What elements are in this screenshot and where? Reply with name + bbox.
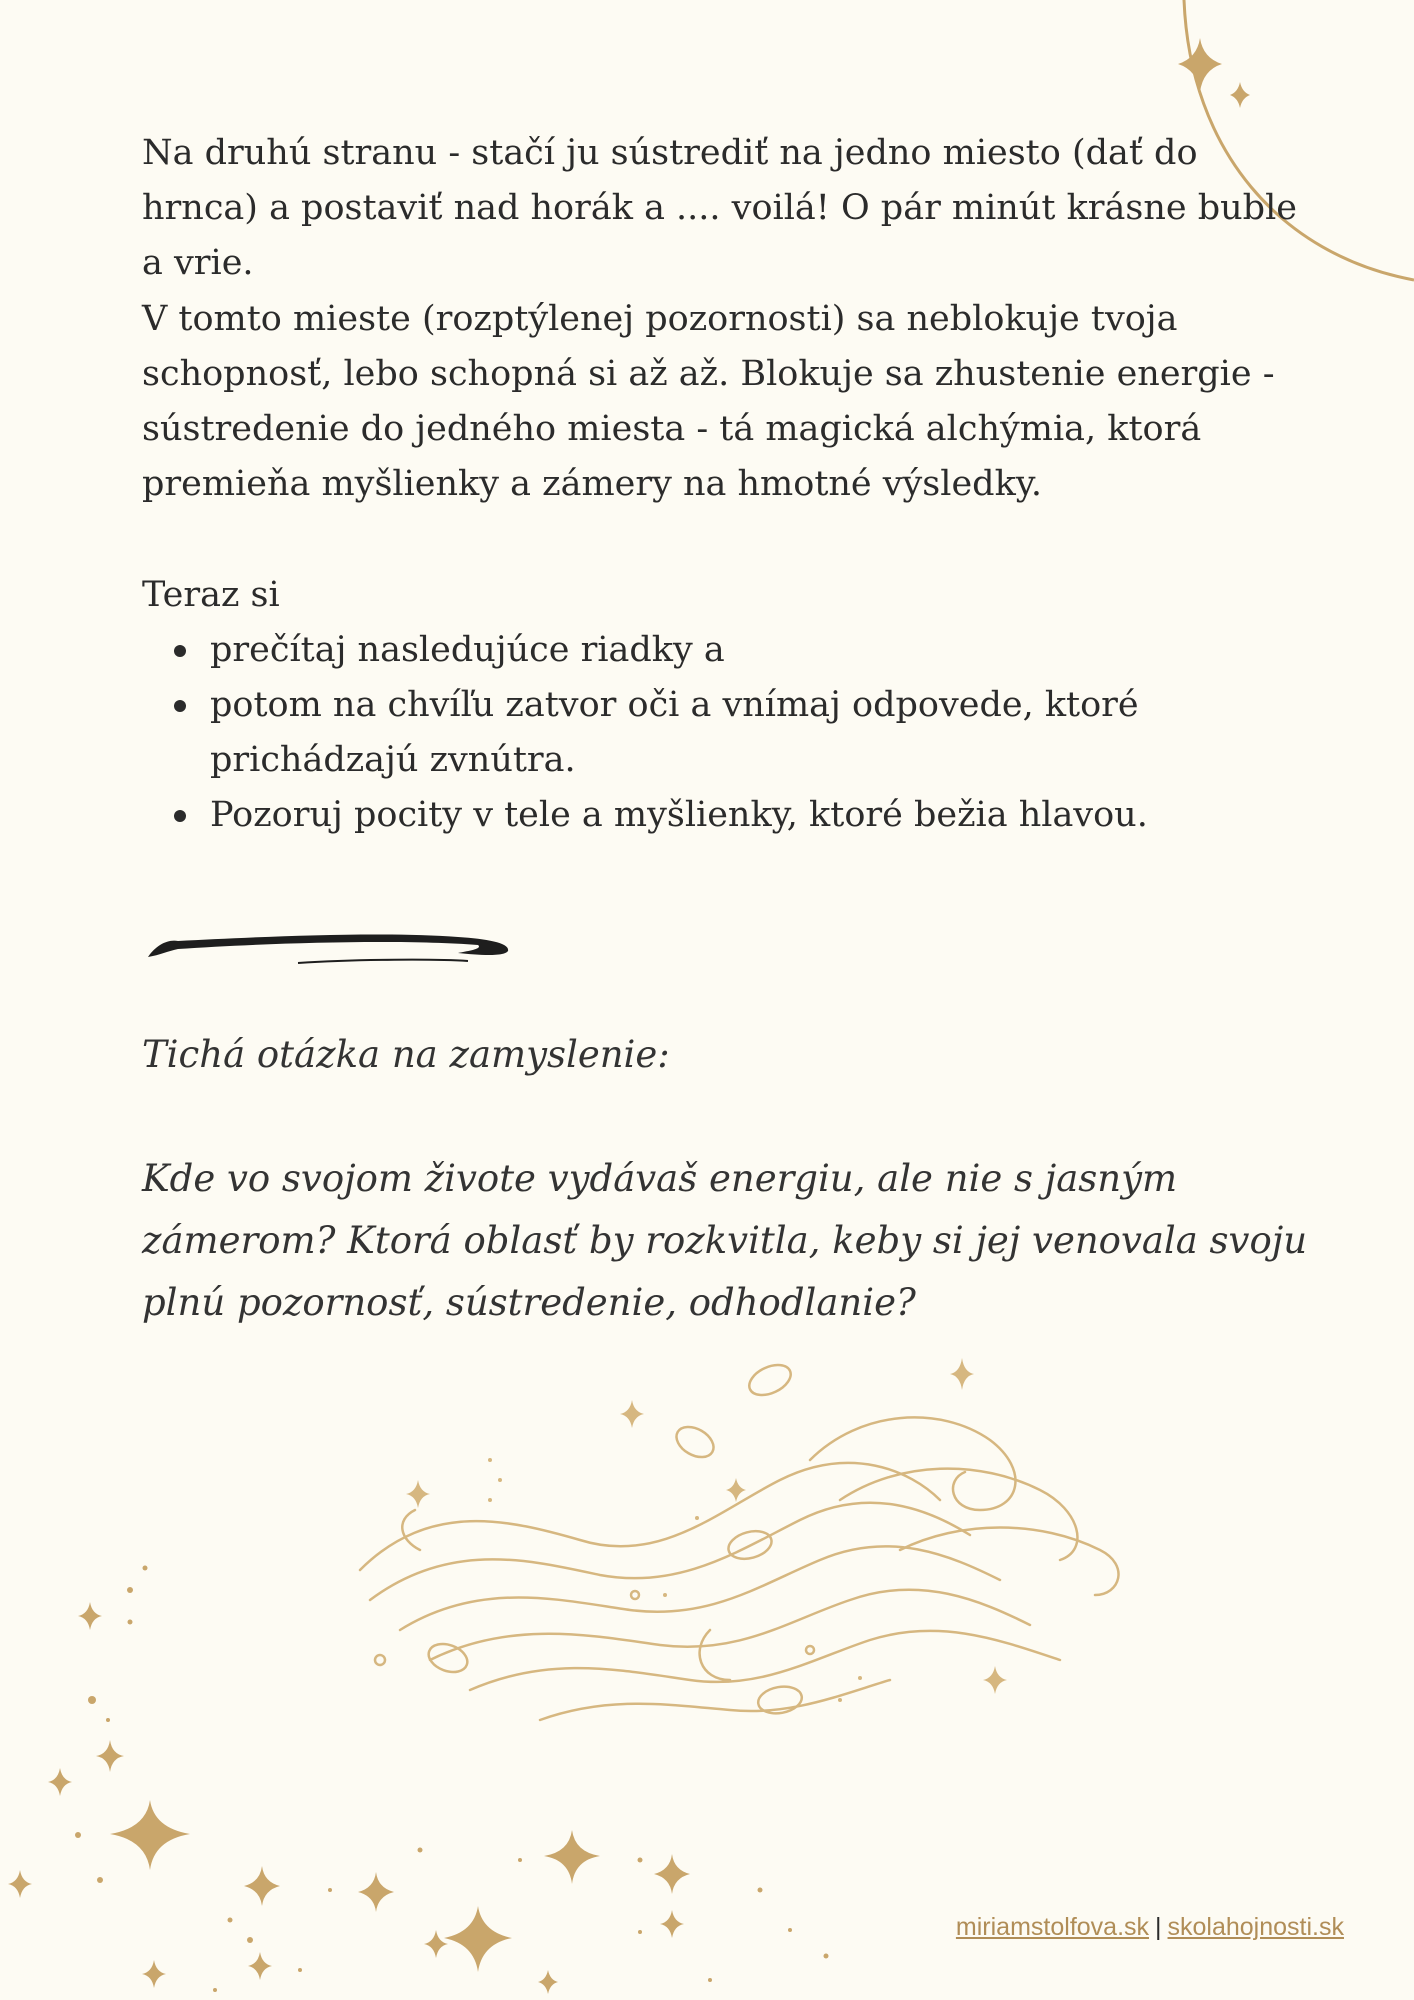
question-label: Tichá otázka na zamyslenie: bbox=[142, 1033, 670, 1076]
bullet-list bbox=[142, 623, 1302, 843]
bullet-text: potom na chvíľu zatvor oči a vnímaj odpovede, ktoré prichádzajú zvnútra. bbox=[210, 685, 1139, 780]
website-link-miriamstolfova[interactable]: miriamstolfova.sk bbox=[955, 1913, 1150, 1941]
brush-stroke-divider bbox=[138, 925, 518, 975]
paragraph-2: V tomto mieste (rozptýlenej pozornosti) sa neblokuje tvoja schopnosť, lebo schopná si až až. Blokuje sa zhustenie energie - sústredenie do jedného miesta - tá magická alchýmia, ktorá premieňa myšlienky a zámery na hmotné výsledky. bbox=[142, 299, 1275, 504]
reflection-question: Kde vo svojom živote vydávaš energiu, ale nie s jasným zámerom? Ktorá oblasť by rozkvitla, keby si jej venovala svoju plnú pozornosť, sústredenie, odhodlanie? bbox=[142, 1157, 1308, 1324]
list-item bbox=[142, 623, 1302, 678]
list-item bbox=[142, 788, 1302, 843]
bullet-icon bbox=[174, 700, 186, 712]
bullet-text: Pozoruj pocity v tele a myšlienky, ktoré bežia hlavou. bbox=[210, 795, 1148, 835]
list-item bbox=[142, 678, 1302, 788]
bullet-text: prečítaj nasledujúce riadky a bbox=[210, 630, 725, 670]
bullet-icon bbox=[174, 645, 186, 657]
website-link-skolahojnosti[interactable]: skolahojnosti.sk bbox=[1167, 1913, 1344, 1941]
footer bbox=[956, 1913, 1344, 1942]
sparkle-trail-decoration bbox=[0, 1560, 860, 2000]
footer-separator: | bbox=[1155, 1913, 1162, 1941]
bullet-icon bbox=[174, 810, 186, 822]
paragraph-1: Na druhú stranu - stačí ju sústrediť na jedno miesto (dať do hrnca) a postaviť nad horák a .... voilá! O pár minút krásne buble a vrie. bbox=[142, 133, 1297, 283]
intro-text: Teraz si bbox=[142, 575, 280, 615]
